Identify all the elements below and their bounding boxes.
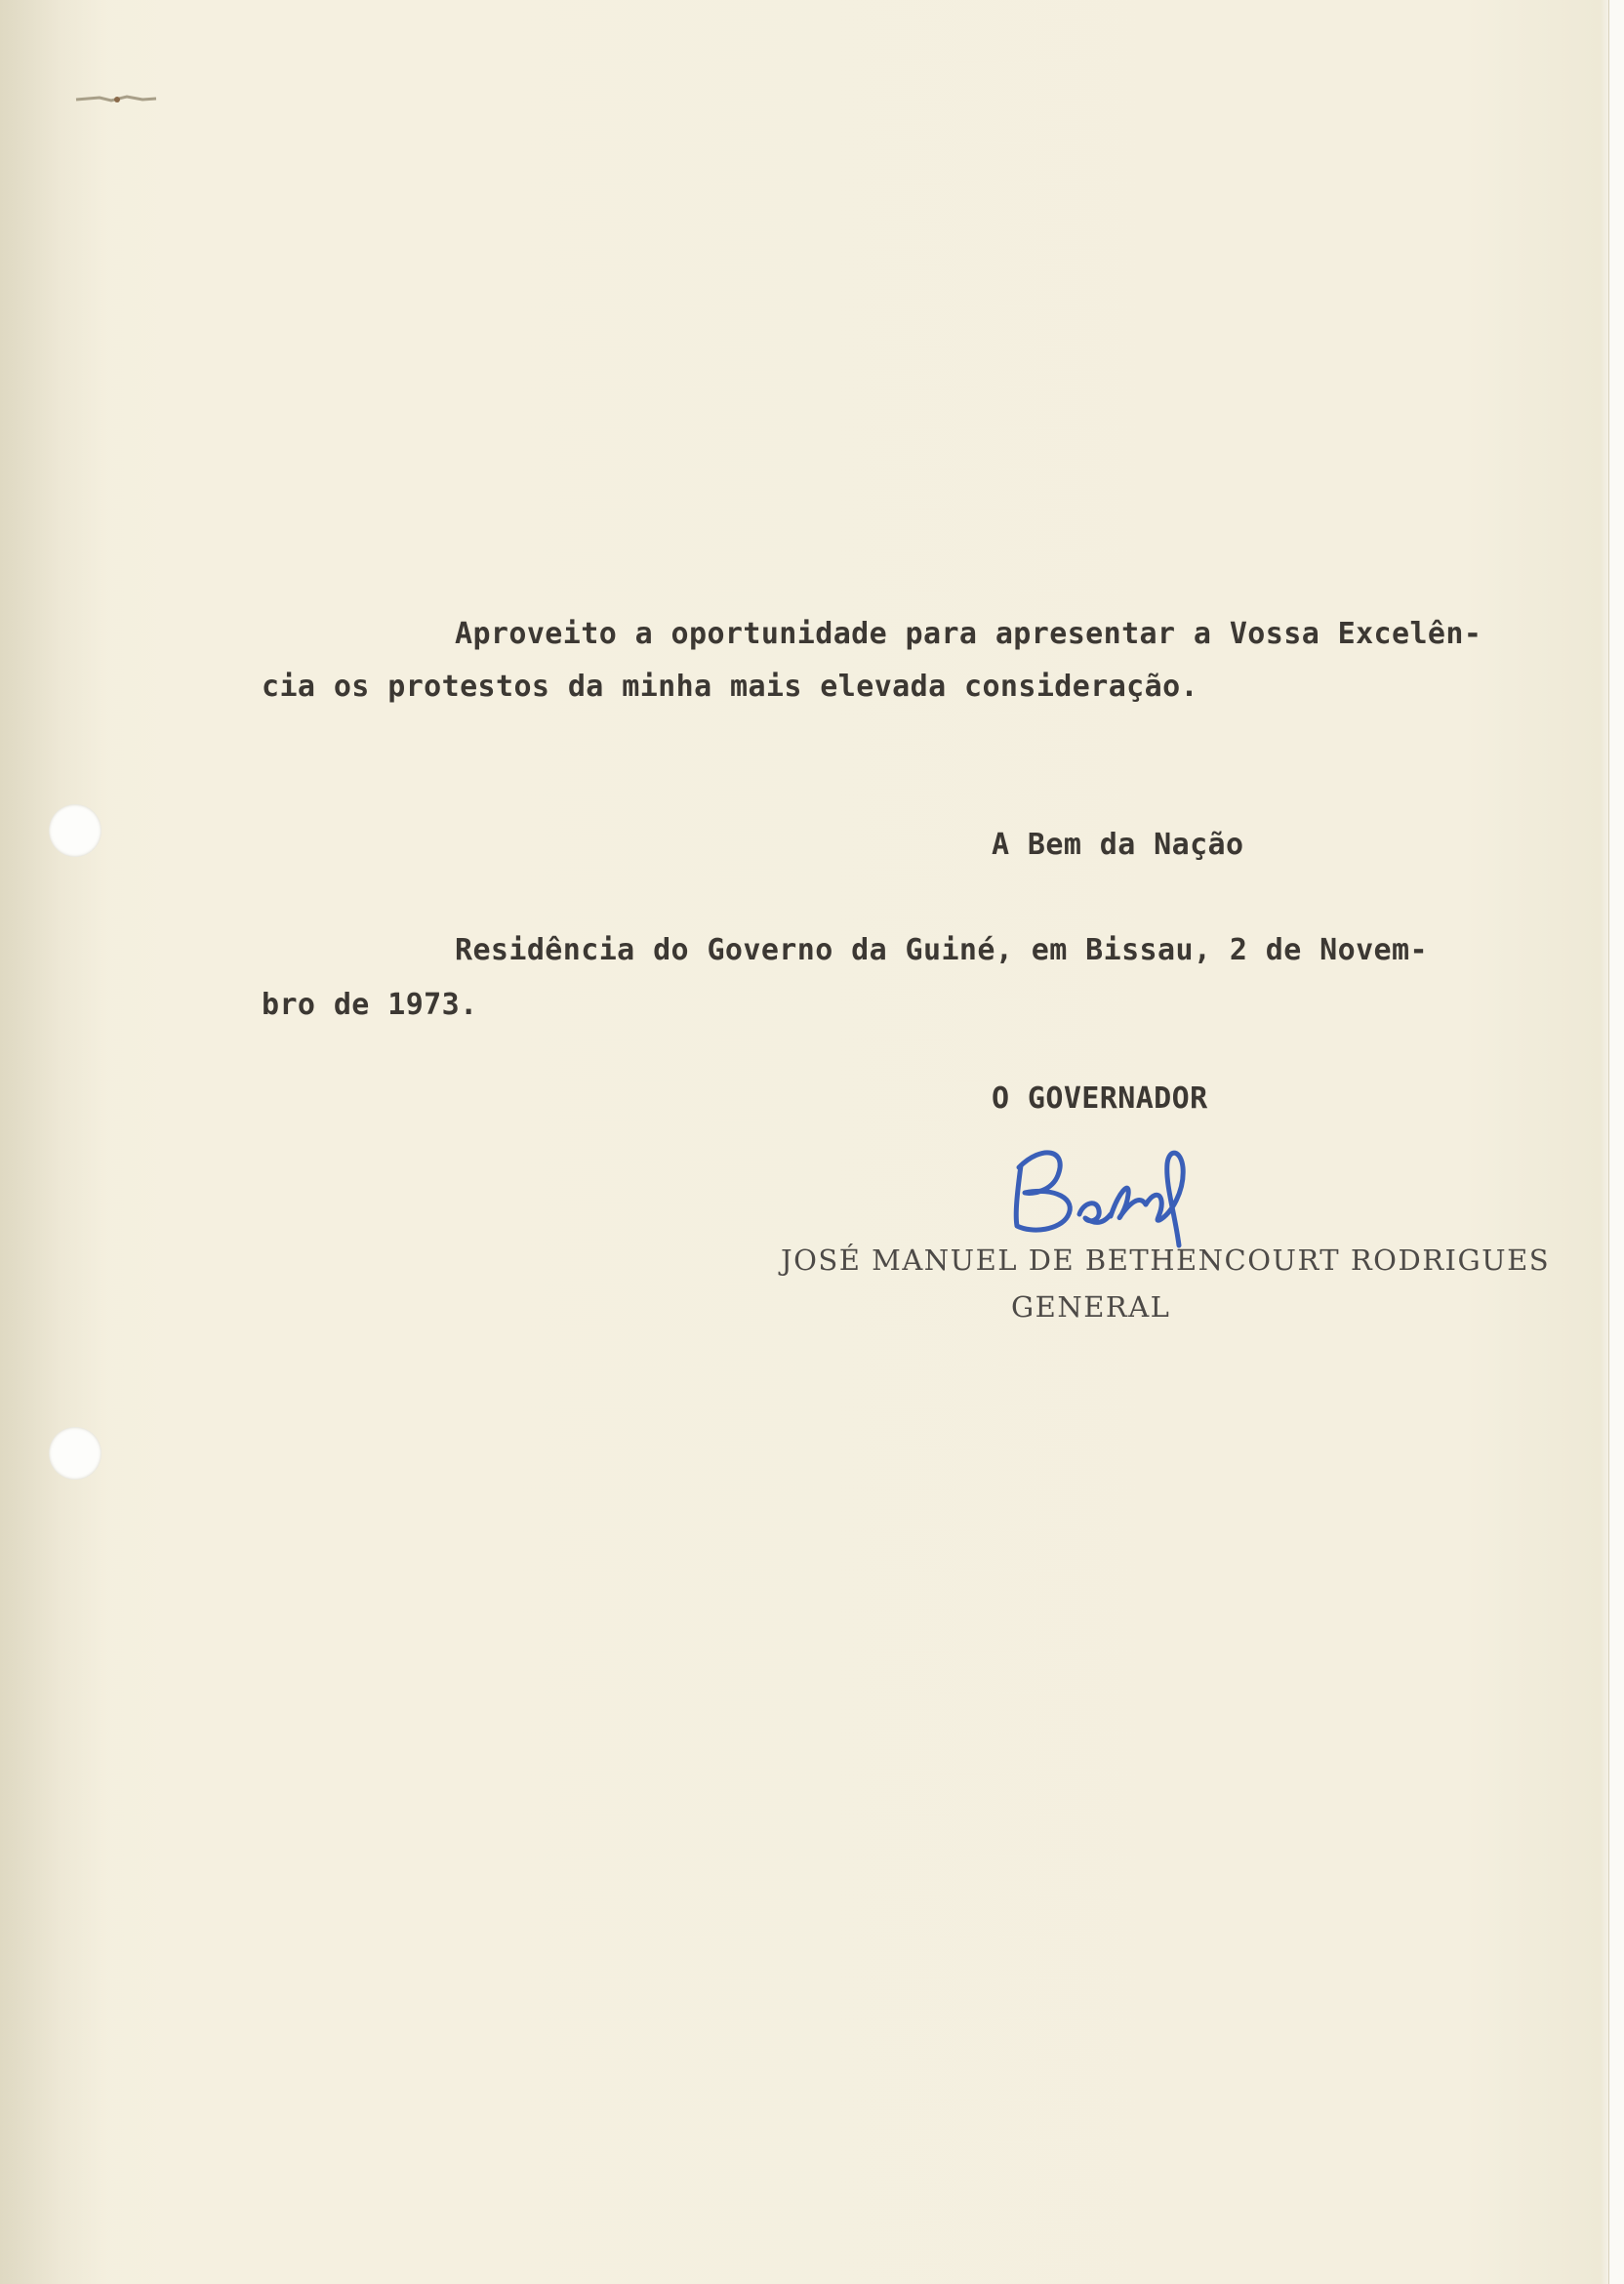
page-right-edge: [1608, 0, 1624, 2284]
signer-name: JOSÉ MANUEL DE BETHENCOURT RODRIGUES: [781, 1244, 1551, 1277]
page-shading: [0, 0, 107, 2284]
salutation: A Bem da Nação: [992, 828, 1244, 862]
punch-hole: [49, 804, 102, 857]
closing-paragraph-line: Aproveito a oportunidade para apresentar a Vossa Excelên-: [455, 617, 1482, 651]
place-date-line: Residência do Governo da Guiné, em Bissau, 2 de Novem-: [455, 933, 1428, 967]
staple-mark-icon: [74, 94, 158, 105]
punch-hole: [49, 1427, 102, 1480]
handwritten-signature: [1003, 1097, 1208, 1253]
signer-rank: GENERAL: [1011, 1290, 1171, 1324]
governor-title: O GOVERNADOR: [992, 1081, 1208, 1116]
closing-paragraph-line: cia os protestos da minha mais elevada consideração.: [262, 670, 1198, 704]
place-date-line: bro de 1973.: [262, 988, 478, 1022]
